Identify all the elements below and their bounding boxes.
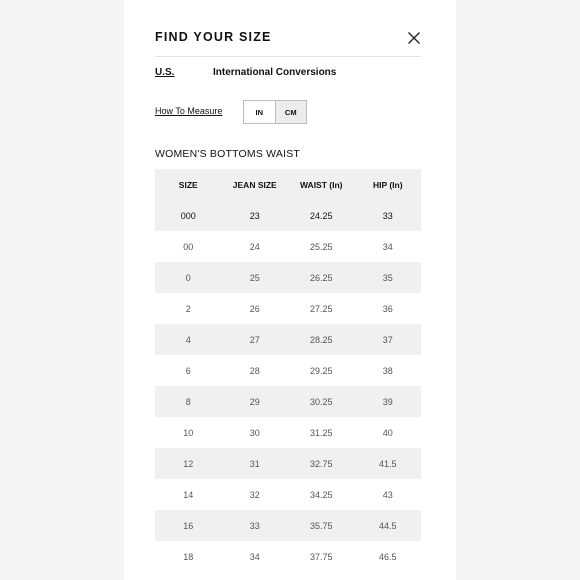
cell-size: 10 — [183, 427, 194, 438]
cell-size: 2 — [185, 303, 191, 314]
cell-jean-size: 28 — [249, 365, 260, 376]
table-row — [155, 541, 421, 572]
tab-international-conversions[interactable]: International Conversions — [213, 67, 337, 78]
cell-hip: 41.5 — [378, 458, 397, 469]
cell-size: 14 — [183, 489, 194, 500]
cell-hip: 38 — [382, 365, 393, 376]
cell-hip: 36 — [382, 303, 393, 314]
cell-hip: 44.5 — [378, 520, 397, 531]
header-waist: WAIST (In) — [300, 179, 343, 190]
cell-jean-size: 34 — [249, 551, 260, 562]
cell-jean-size: 29 — [249, 396, 260, 407]
region-tabs — [155, 67, 421, 83]
cell-waist: 31.25 — [309, 427, 333, 438]
centimeters-button[interactable]: CM — [276, 101, 307, 123]
cell-jean-size: 31 — [249, 458, 260, 469]
cell-hip: 33 — [382, 210, 393, 221]
cell-waist: 26.25 — [309, 272, 333, 283]
size-guide-modal — [124, 0, 456, 580]
cell-size: 000 — [180, 210, 196, 221]
table-row — [155, 510, 421, 541]
unit-toggle — [243, 100, 307, 124]
cell-size: 0 — [185, 272, 191, 283]
cell-hip: 39 — [382, 396, 393, 407]
cell-waist: 35.75 — [309, 520, 333, 531]
cell-waist: 25.25 — [309, 241, 333, 252]
cell-size: 00 — [183, 241, 194, 252]
cell-hip: 43 — [382, 489, 393, 500]
table-row — [155, 293, 421, 324]
measure-row — [155, 100, 421, 124]
cell-waist: 24.25 — [309, 210, 333, 221]
cell-waist: 27.25 — [309, 303, 333, 314]
table-row — [155, 417, 421, 448]
table-row — [155, 200, 421, 231]
cell-waist: 30.25 — [309, 396, 333, 407]
modal-header — [155, 28, 421, 57]
header-size: SIZE — [178, 179, 198, 190]
table-row — [155, 355, 421, 386]
cell-size: 18 — [183, 551, 194, 562]
table-row — [155, 262, 421, 293]
cell-size: 6 — [185, 365, 191, 376]
tab-us[interactable]: U.S. — [155, 67, 175, 78]
modal-title: FIND YOUR SIZE — [155, 30, 272, 44]
table-row — [155, 324, 421, 355]
cell-waist: 37.75 — [309, 551, 333, 562]
cell-hip: 40 — [382, 427, 393, 438]
close-icon[interactable] — [407, 31, 421, 45]
cell-waist: 29.25 — [309, 365, 333, 376]
cell-waist: 34.25 — [309, 489, 333, 500]
cell-jean-size: 24 — [249, 241, 260, 252]
table-row — [155, 479, 421, 510]
table-header-row — [155, 169, 421, 200]
cell-hip: 46.5 — [378, 551, 397, 562]
table-row — [155, 231, 421, 262]
cell-size: 4 — [185, 334, 191, 345]
header-hip: HIP (In) — [372, 179, 403, 190]
cell-hip: 37 — [382, 334, 393, 345]
table-title: WOMEN'S BOTTOMS WAIST — [155, 148, 301, 160]
size-table — [155, 169, 421, 572]
cell-jean-size: 32 — [249, 489, 260, 500]
cell-jean-size: 27 — [249, 334, 260, 345]
cell-size: 8 — [185, 396, 191, 407]
cell-waist: 28.25 — [309, 334, 333, 345]
cell-hip: 35 — [382, 272, 393, 283]
cell-jean-size: 30 — [249, 427, 260, 438]
cell-jean-size: 23 — [249, 210, 260, 221]
cell-hip: 34 — [382, 241, 393, 252]
table-row — [155, 448, 421, 479]
table-row — [155, 386, 421, 417]
cell-waist: 32.75 — [309, 458, 333, 469]
inches-button[interactable]: IN — [244, 101, 276, 123]
cell-jean-size: 33 — [249, 520, 260, 531]
cell-size: 12 — [183, 458, 194, 469]
cell-size: 16 — [183, 520, 194, 531]
header-jean-size: JEAN SIZE — [232, 179, 277, 190]
cell-jean-size: 25 — [249, 272, 260, 283]
cell-jean-size: 26 — [249, 303, 260, 314]
how-to-measure-link[interactable]: How To Measure — [155, 106, 223, 116]
